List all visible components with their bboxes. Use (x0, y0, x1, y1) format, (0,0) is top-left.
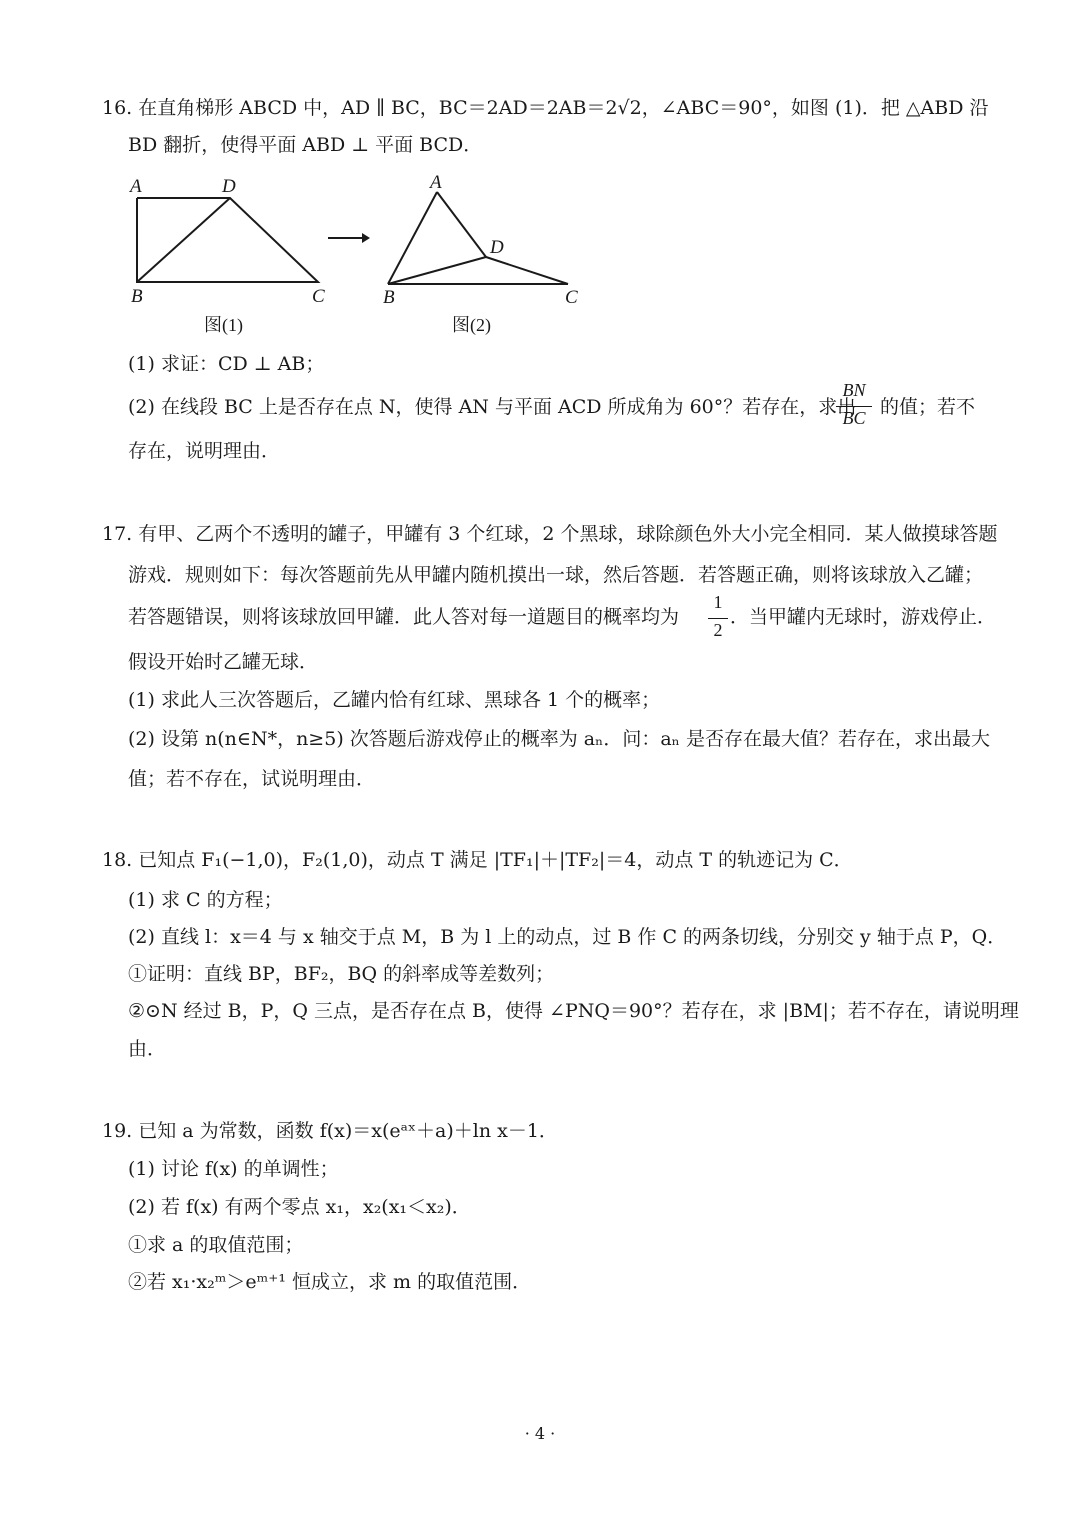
q16-part2b: 的值；若不 (880, 396, 976, 418)
q19-sub2: ②若 x₁·x₂ᵐ＞eᵐ⁺¹ 恒成立，求 m 的取值范围． (128, 1271, 532, 1293)
q18-line1: 18. 已知点 F₁(−1,0)，F₂(1,0)，动点 T 满足 |TF₁|＋|TF₂|＝4，动点 T 的轨迹记为 C． (102, 849, 853, 871)
q17-part2b: 值；若不存在，试说明理由． (128, 768, 376, 790)
fig2-caption: 图(2) (452, 315, 491, 335)
fig1-label-D: D (222, 176, 236, 197)
q17-line3b: ．当甲罐内无球时，游戏停止． (730, 606, 997, 628)
q17-part1: (1) 求此人三次答题后，乙罐内恰有红球、黑球各 1 个的概率； (128, 689, 661, 711)
fig1-caption: 图(1) (204, 315, 243, 335)
fraction-denominator: 2 (713, 620, 723, 640)
fig1-label-C: C (312, 286, 325, 307)
q16-line1: 16. 在直角梯形 ABCD 中，AD ∥ BC，BC＝2AD＝2AB＝2√2，∠ABC＝90°，如图 (1)．把 △ABD 沿 (102, 97, 989, 119)
q16-part1: (1) 求证：CD ⊥ AB； (128, 353, 325, 375)
fraction-numerator: 1 (713, 592, 723, 612)
fig1-label-B: B (131, 286, 143, 307)
q17-line2: 游戏．规则如下：每次答题前先从甲罐内随机摸出一球，然后答题．若答题正确，则将该球放入乙罐； (128, 564, 984, 586)
q17-line4: 假设开始时乙罐无球． (128, 651, 319, 673)
q16-line2: BD 翻折，使得平面 ABD ⊥ 平面 BCD． (128, 134, 483, 156)
q19-part2: (2) 若 f(x) 有两个零点 x₁，x₂(x₁＜x₂)． (128, 1196, 471, 1218)
page-number: · 4 · (524, 1424, 556, 1443)
q18-sub2a: ②⊙N 经过 B，P，Q 三点，是否存在点 B，使得 ∠PNQ＝90°？若存在，求 |BM|；若不存在，请说明理 (128, 1000, 1019, 1022)
fraction-bar (708, 618, 728, 619)
q16-part2a: (2) 在线段 BC 上是否存在点 N，使得 AN 与平面 ACD 所成角为 60°？若存在，求出 (128, 396, 857, 418)
fig2-label-C: C (565, 287, 578, 308)
q18-sub1: ①证明：直线 BP，BF₂，BQ 的斜率成等差数列； (128, 963, 555, 985)
fraction-denominator: BC (842, 408, 866, 428)
q19-line1: 19. 已知 a 为常数，函数 f(x)＝x(eᵃˣ＋a)＋ln x－1． (102, 1120, 558, 1142)
fig2-label-B: B (383, 287, 395, 308)
fraction-bar (836, 406, 872, 407)
q18-part1: (1) 求 C 的方程； (128, 889, 283, 911)
q18-sub2b: 由． (128, 1038, 167, 1060)
fraction-bn-bc (832, 380, 876, 432)
q17-part2a: (2) 设第 n(n∈N*，n≥5) 次答题后游戏停止的概率为 aₙ．问：aₙ 是否存在最大值？若存在，求出最大 (128, 728, 990, 750)
q18-part2: (2) 直线 l：x＝4 与 x 轴交于点 M，B 为 l 上的动点，过 B 作 C 的两条切线，分别交 y 轴于点 P，Q． (128, 926, 1007, 948)
fig1-label-A: A (130, 176, 142, 197)
q19-part1: (1) 讨论 f(x) 的单调性； (128, 1158, 339, 1180)
fig2-label-D: D (490, 237, 504, 258)
arrow-right-icon (326, 230, 370, 246)
q17-line1: 17. 有甲、乙两个不透明的罐子，甲罐有 3 个红球，2 个黑球，球除颜色外大小完全相同．某人做摸球答题 (102, 523, 998, 545)
fraction-numerator: BN (842, 380, 866, 400)
q16-part2c: 存在，说明理由． (128, 440, 281, 462)
q19-sub1: ①求 a 的取值范围； (128, 1234, 304, 1256)
q17-line3a: 若答题错误，则将该球放回甲罐．此人答对每一道题目的概率均为 (128, 606, 680, 628)
fig2-label-A: A (430, 172, 442, 193)
